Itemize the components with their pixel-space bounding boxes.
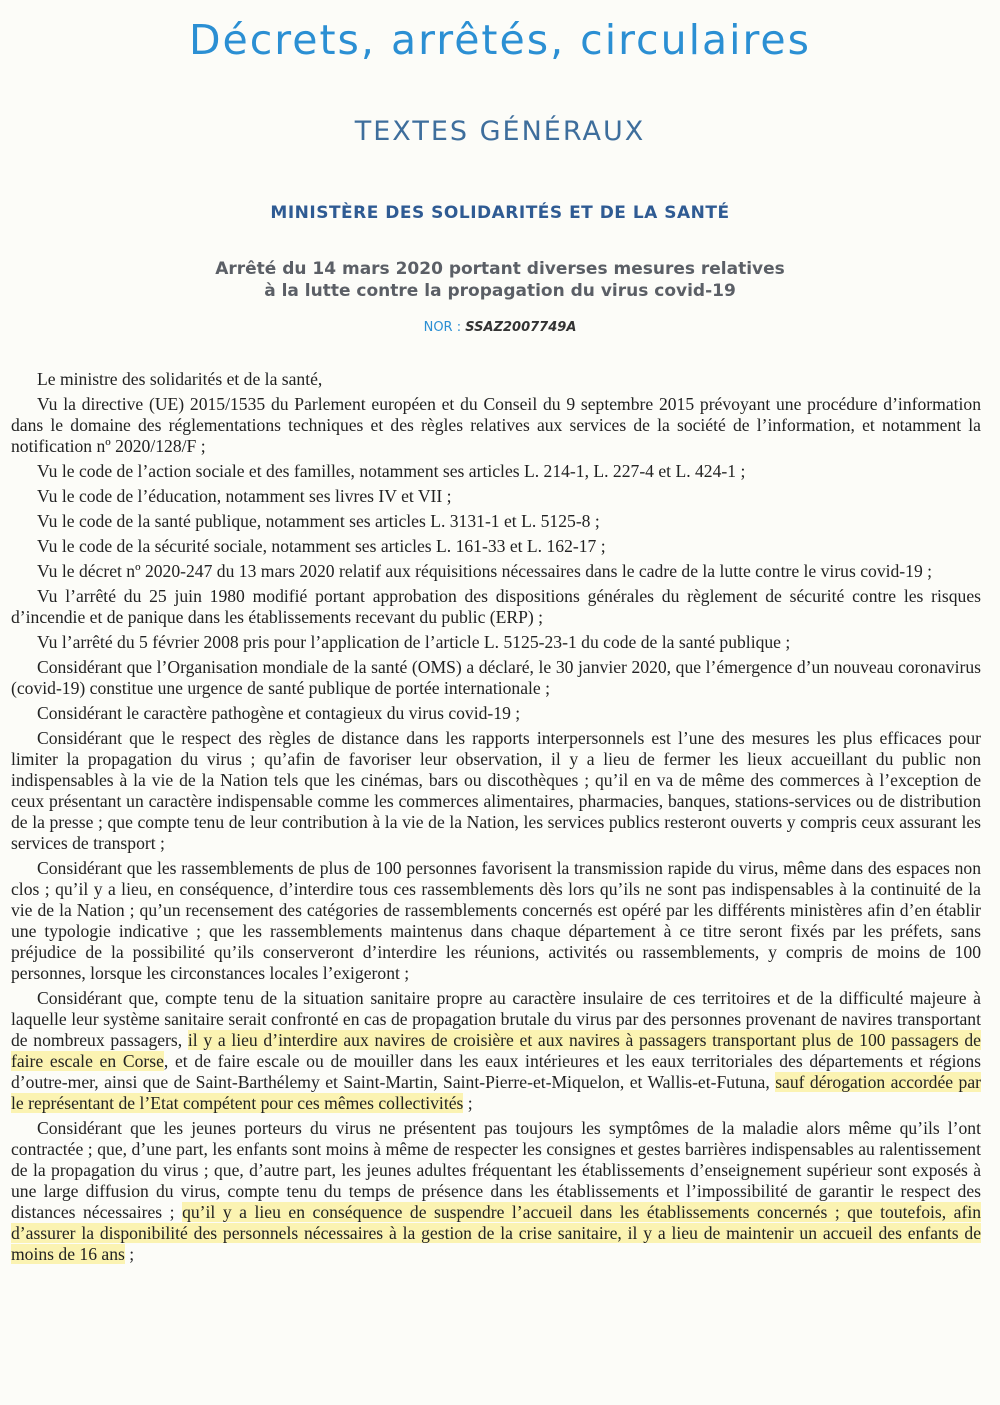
ministry-name: MINISTÈRE DES SOLIDARITÉS ET DE LA SANTÉ: [270, 203, 730, 223]
nor-code: SSAZ2007749A: [465, 320, 577, 335]
highlighted-text: qu’il y a lieu en conséquence de suspendre l’accueil dans les établissements concernés ; que toutefois, afin d’assurer la disponibilité des personnels nécessaires à la gestion de la crise sanitaire, il y a lieu de maintenir un accueil des enfants de moins de 16 ans: [11, 1202, 982, 1264]
paragraph: Vu l’arrêté du 25 juin 1980 modifié portant approbation des dispositions générales du règlement de sécurité contre les risques d’incendie et de panique dans les établissements recevant du public (ERP) ;: [11, 586, 981, 627]
text-run: ;: [463, 1093, 473, 1113]
section-title: Décrets, arrêtés, circulaires: [188, 16, 812, 64]
paragraph: Considérant que le respect des règles de distance dans les rapports interpersonnels est l’une des mesures les plus efficaces pour limiter la propagation du virus ; qu’afin de favoriser leur observation, il y a lieu de fermer les lieux accueillant du public non indispensables à la vie de la Nation tels que les cinémas, bars ou discothèques ; qu’il en va de même des commerces à l’exception de ceux présentant un caractère indispensable comme les commerces alimentaires, pharmacies, banques, stations-services ou de distribution de la presse ; que compte tenu de leur contribution à la vie de la Nation, les services publics resteront ouverts y compris ceux assurant les services de transport ;: [11, 728, 981, 853]
text-run: ;: [124, 1244, 135, 1264]
paragraph: Vu le code de la sécurité sociale, notamment ses articles L. 161-33 et L. 162-17 ;: [37, 536, 606, 556]
paragraph: Vu le décret nº 2020-247 du 13 mars 2020 relatif aux réquisitions nécessaires dans le cadre de la lutte contre le virus covid-19 ;: [37, 561, 933, 581]
paragraph: Vu le code de la santé publique, notamment ses articles L. 3131-1 et L. 5125-8 ;: [37, 511, 600, 531]
text-run: Considérant que, compte tenu de la situation sanitaire propre au caractère insulaire de ces territoires et de la difficulté majeure à laquelle leur système sanitaire serait confronté en cas de propagation brutale du virus par des personnes provenant de navires transportant de nombreux passagers,: [11, 988, 981, 1050]
paragraph: Considérant le caractère pathogène et contagieux du virus covid-19 ;: [37, 703, 521, 723]
document-body: [11, 369, 981, 1269]
paragraph: Vu l’arrêté du 5 février 2008 pris pour l’application de l’article L. 5125-23-1 du code de la santé publique ;: [37, 632, 791, 652]
paragraph: Vu le code de l’action sociale et des familles, notamment ses articles L. 214-1, L. 227-4 et L. 424-1 ;: [37, 461, 746, 481]
nor-reference: [0, 320, 1000, 335]
paragraph-highlighted: [11, 988, 981, 1114]
text-run: Considérant que les jeunes porteurs du virus ne présentent pas toujours les symptômes de la maladie alors même qu’ils l’ont contractée ; que, d’une part, les enfants sont moins à même de respecter les consignes et gestes barrières indispensables au ralentissement de la propagation du virus ; que, d’autre part, les jeunes adultes fréquentant les établissements d’enseignement supérieur sont exposés à une large diffusion du virus, compte tenu du temps de présence dans les établissements et l’impossibilité de garantir le respect des distances nécessaires ;: [11, 1118, 981, 1222]
paragraph: Considérant que les rassemblements de plus de 100 personnes favorisent la transmission rapide du virus, même dans des espaces non clos ; qu’il y a lieu, en conséquence, d’interdire tous ces rassemblements dès lors qu’ils ne sont pas indispensables à la continuité de la vie de la Nation ; qu’un recensement des catégories de rassemblements concernés est opéré par les différents ministères afin d’en établir une typologie indicative ; que les rassemblements maintenus dans chaque département à ce titre seront fixés par les préfets, sans préjudice de la possibilité qu’ils conserveront d’interdire les réunions, activités ou rassemblements, y compris de moins de 100 personnes, lorsque les circonstances locales l’exigeront ;: [11, 858, 981, 983]
paragraph: Le ministre des solidarités et de la santé,: [37, 369, 323, 389]
arrete-title-line-1: Arrêté du 14 mars 2020 portant diverses mesures relatives: [215, 259, 785, 279]
paragraph-highlighted: [11, 1118, 981, 1265]
text-run: , et de faire escale ou de mouiller dans les eaux intérieures et les eaux territoriales des départements et régions d’outre-mer, ainsi que de Saint-Barthélemy et Saint-Martin, Saint-Pierre-et-Miquelon, et Wallis-et-Futuna,: [11, 1051, 982, 1092]
paragraph: Vu la directive (UE) 2015/1535 du Parlement européen et du Conseil du 9 septembre 2015 prévoyant une procédure d’information dans le domaine des réglementations techniques et des règles relatives aux services de la société de l’information, et notamment la notification nº 2020/128/F ;: [11, 394, 981, 456]
subsection-title: TEXTES GÉNÉRAUX: [354, 116, 646, 147]
highlighted-text: il y a lieu d’interdire aux navires de croisière et aux navires à passagers transportant plus de 100 passagers de faire escale en Corse: [11, 1030, 981, 1071]
highlighted-text: sauf dérogation accordée par le représentant de l’Etat compétent pour ces mêmes collectivités: [11, 1072, 981, 1113]
paragraph: Vu le code de l’éducation, notamment ses livres IV et VII ;: [37, 486, 452, 506]
paragraph: Considérant que l’Organisation mondiale de la santé (OMS) a déclaré, le 30 janvier 2020, que l’émergence d’un nouveau coronavirus (covid-19) constitue une urgence de santé publique de portée internationale ;: [11, 657, 981, 698]
nor-label: NOR :: [423, 320, 462, 335]
arrete-title: [0, 258, 1000, 302]
arrete-title-line-2: à la lutte contre la propagation du virus covid-19: [264, 281, 736, 301]
